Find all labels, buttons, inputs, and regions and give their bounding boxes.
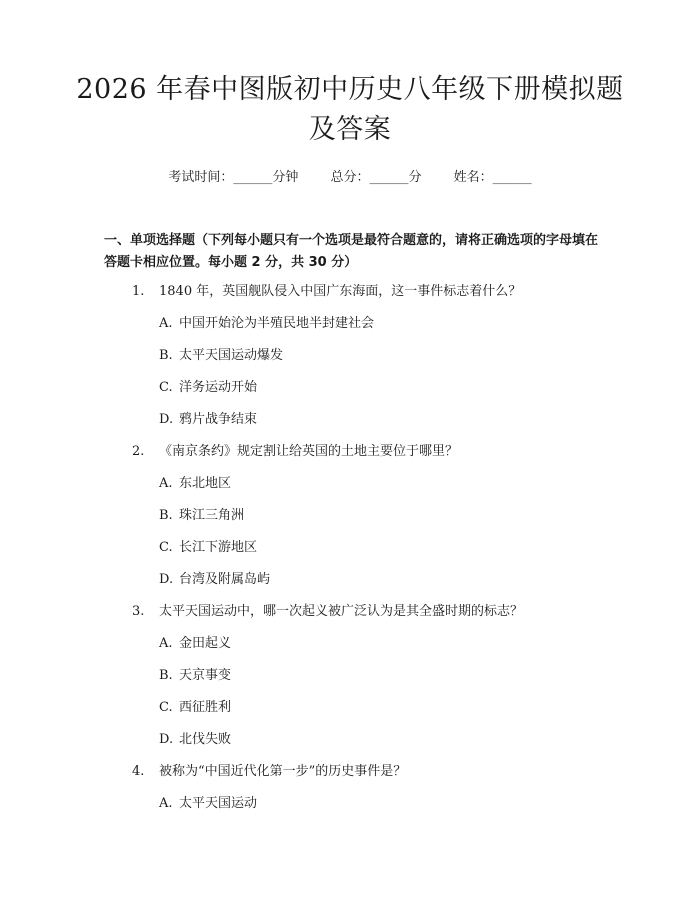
option-letter: C.	[159, 700, 173, 715]
answer-option	[0, 538, 700, 570]
answer-option	[0, 666, 700, 698]
question-text: 被称为“中国近代化第一步”的历史事件是？	[159, 764, 407, 779]
option-text: 太平天国运动爆发	[179, 348, 284, 363]
option-text: 洋务运动开始	[179, 380, 258, 395]
document-title	[70, 70, 630, 150]
option-letter: A.	[159, 476, 173, 491]
option-text: 台湾及附属岛屿	[179, 572, 271, 587]
option-letter: A.	[159, 796, 173, 811]
option-letter: B.	[159, 508, 173, 523]
option-text: 天京事变	[179, 668, 232, 683]
option-text: 西征胜利	[179, 700, 232, 715]
option-text: 鸦片战争结束	[179, 412, 258, 427]
option-letter: B.	[159, 668, 173, 683]
answer-option	[0, 346, 700, 378]
title-line-2: 及答案	[308, 114, 392, 145]
title-line-1: 2026 年春中图版初中历史八年级下册模拟题	[76, 74, 624, 105]
option-letter: B.	[159, 348, 173, 363]
answer-option	[0, 730, 700, 762]
section-heading: 一、单项选择题（下列每小题只有一个选项是最符合题意的，请将正确选项的字母填在答题卡相应位置。每小题 2 分，共 30 分）	[104, 233, 599, 270]
answer-option	[0, 570, 700, 602]
exam-time: 考试时间：______分钟	[168, 170, 299, 185]
question-text: 《南京条约》规定割让给英国的土地主要位于哪里？	[159, 444, 459, 459]
question-number: 2.	[132, 444, 145, 459]
option-text: 北伐失败	[179, 732, 232, 747]
question-text: 太平天国运动中，哪一次起义被广泛认为是其全盛时期的标志？	[159, 604, 524, 619]
option-letter: D.	[159, 732, 174, 747]
option-letter: A.	[159, 316, 173, 331]
option-letter: C.	[159, 380, 173, 395]
option-text: 珠江三角洲	[179, 508, 245, 523]
question-number: 1.	[132, 284, 145, 299]
answer-option	[0, 698, 700, 730]
option-text: 金田起义	[179, 636, 232, 651]
answer-option	[0, 474, 700, 506]
student-name: 姓名：______	[453, 170, 532, 185]
question-text: 1840 年，英国舰队侵入中国广东海面，这一事件标志着什么？	[159, 284, 522, 299]
question-item	[0, 762, 700, 826]
question-stem	[0, 282, 700, 314]
answer-option	[0, 314, 700, 346]
option-text: 长江下游地区	[179, 540, 258, 555]
question-stem	[0, 602, 700, 634]
option-text: 东北地区	[179, 476, 232, 491]
question-stem	[0, 762, 700, 794]
question-item	[0, 602, 700, 762]
option-letter: A.	[159, 636, 173, 651]
question-number: 4.	[132, 764, 145, 779]
question-item	[0, 442, 700, 602]
total-score: 总分：______分	[330, 170, 422, 185]
answer-option	[0, 634, 700, 666]
option-letter: D.	[159, 572, 174, 587]
option-text: 太平天国运动	[179, 796, 258, 811]
option-text: 中国开始沦为半殖民地半封建社会	[179, 316, 375, 331]
option-letter: C.	[159, 540, 173, 555]
question-list	[0, 282, 700, 826]
answer-option	[0, 506, 700, 538]
answer-option	[0, 794, 700, 826]
answer-option	[0, 410, 700, 442]
question-item	[0, 282, 700, 442]
option-letter: D.	[159, 412, 174, 427]
question-number: 3.	[132, 604, 145, 619]
exam-info	[0, 168, 700, 188]
question-stem	[0, 442, 700, 474]
answer-option	[0, 378, 700, 410]
